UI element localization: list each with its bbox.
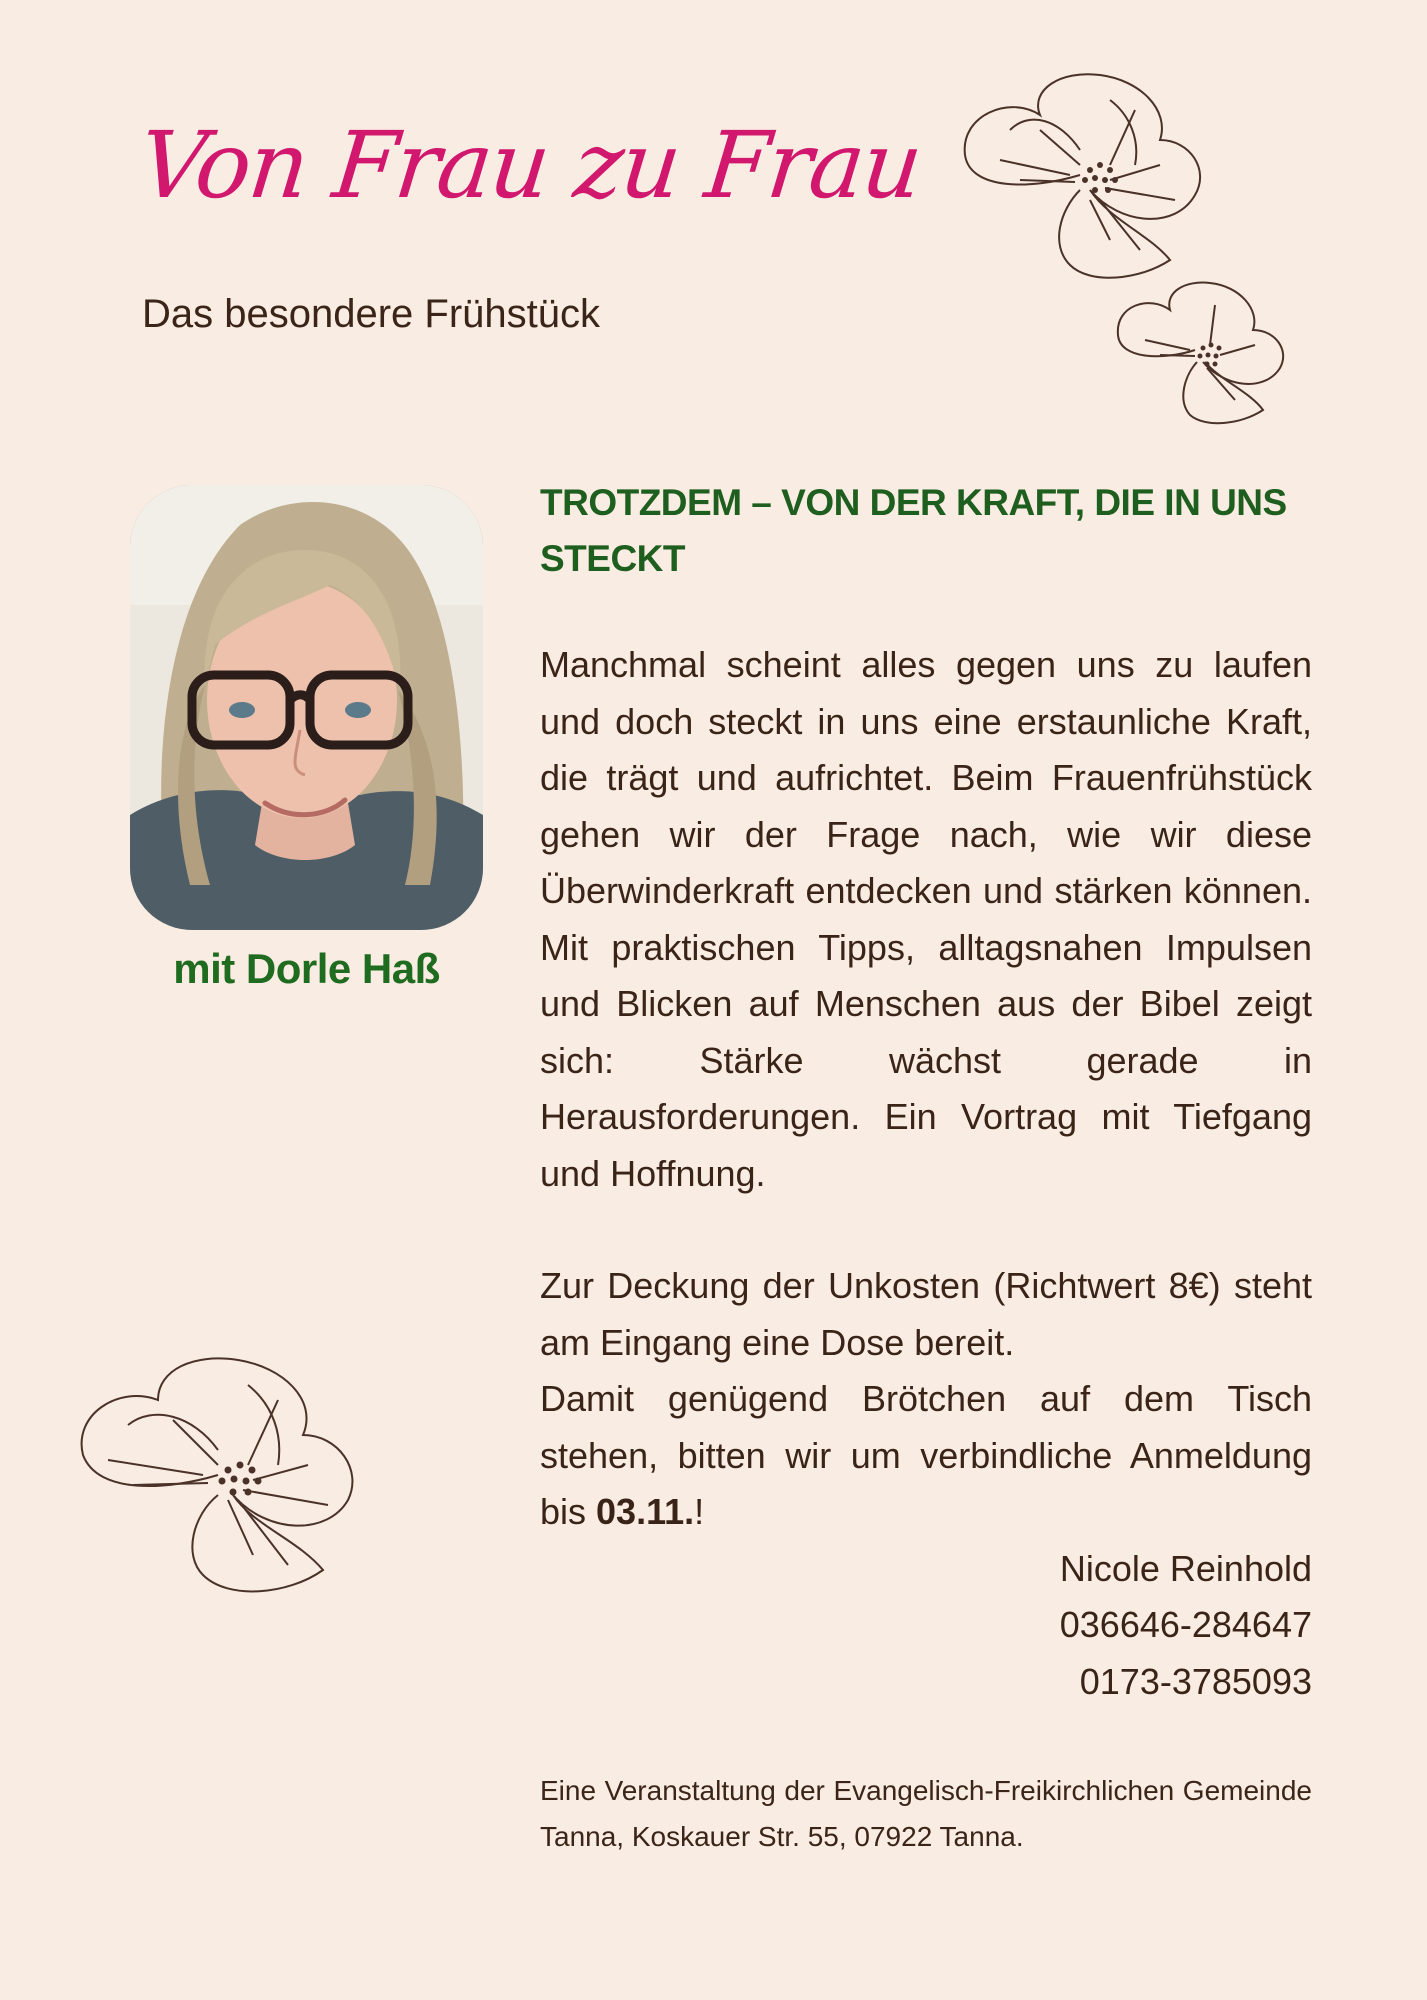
contact-phone-landline: 036646-284647 xyxy=(1059,1604,1312,1645)
cost-note: Zur Deckung der Unkosten (Richtwert 8€) steht am Eingang eine Dose bereit. xyxy=(540,1265,1312,1363)
contact-phone-mobile: 0173-3785093 xyxy=(1079,1660,1312,1702)
cost-section xyxy=(540,1258,1312,1541)
registration-deadline: 03.11. xyxy=(596,1491,695,1532)
poppy-flower-icon xyxy=(78,1355,368,1605)
talk-headline: TROTZDEM – VON DER KRAFT, DIE IN UNS STECKT xyxy=(540,482,1287,579)
poppy-flower-icon xyxy=(960,70,1220,290)
speaker-photo xyxy=(130,485,483,930)
registration-text: Damit genügend Brötchen auf dem Tisch stehen, bitten wir um verbindliche Anmeldung bis xyxy=(540,1378,1312,1532)
main-content xyxy=(540,475,1312,1710)
subtitle: Das besondere Frühstück xyxy=(142,292,601,336)
registration-note xyxy=(540,1371,1312,1541)
poppy-flower-icon xyxy=(1115,280,1295,430)
script-title: Von Frau zu Frau xyxy=(134,112,926,219)
talk-description: Manchmal scheint alles gegen uns zu laufen und doch steckt in uns eine erstaunliche Kraft, die trägt und aufrichtet. Beim Frauenfrühstück gehen wir der Frage nach, wie wir diese Überwinderkraft entdecken und stärken können. Mit praktischen Tipps, alltagsnahen Impulsen und Blicken auf Menschen aus der Bibel zeigt sich: Stärke wächst gerade in Herausforderungen. Ein Vortrag mit Tiefgang und Hoffnung. xyxy=(540,644,1312,1194)
organizer-footer: Eine Veranstaltung der Evangelisch-Freikirchlichen Gemeinde Tanna, Koskauer Str. 55, 07922 Tanna. xyxy=(540,1775,1312,1852)
contact-name: Nicole Reinhold xyxy=(1059,1547,1312,1589)
contact-block xyxy=(540,1541,1312,1711)
speaker-name: mit Dorle Haß xyxy=(173,945,440,992)
registration-end: ! xyxy=(694,1491,705,1532)
